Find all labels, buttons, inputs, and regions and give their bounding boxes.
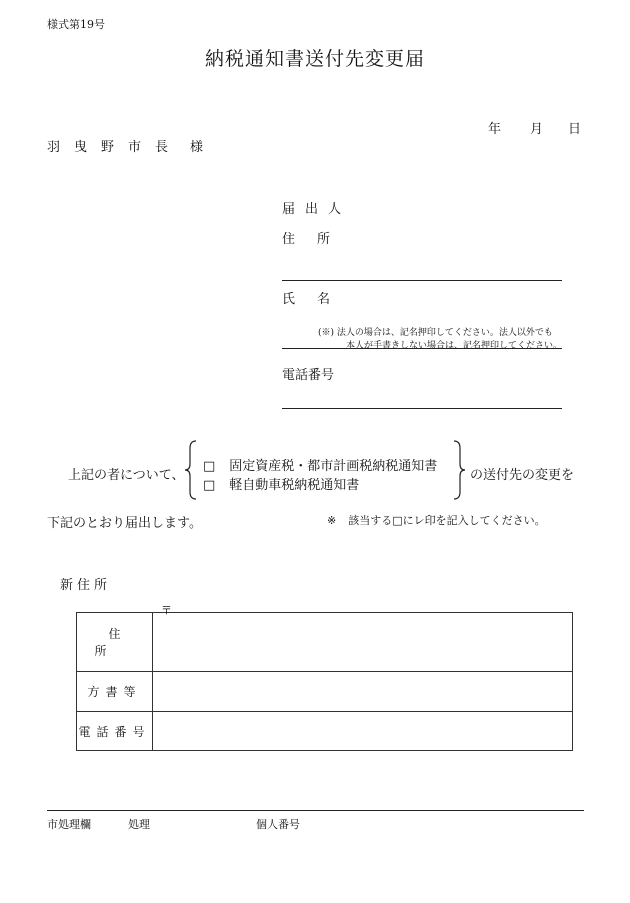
notifier-address-line[interactable] <box>282 280 562 281</box>
notifier-phone-label: 電話番号 <box>282 368 335 383</box>
seal-note <box>318 327 562 353</box>
form-number: 様式第19号 <box>47 18 105 31</box>
new-address-heading: 新住所 <box>60 578 112 593</box>
care-of-cell-label <box>77 672 153 712</box>
care-of-input-cell[interactable] <box>153 672 573 712</box>
footer-processing: 処理 <box>128 818 150 831</box>
address-row-label: 住所 <box>94 627 149 658</box>
new-address-table <box>76 604 573 751</box>
notifier-address-label <box>282 228 330 247</box>
seal-note-line1: (※) 法人の場合は、記名押印してください。法人以外でも <box>318 328 553 338</box>
date-line <box>488 118 581 137</box>
note-mark: ※ <box>327 514 337 527</box>
left-brace <box>184 440 198 504</box>
statement-tail: の送付先の変更を <box>470 468 575 483</box>
address-input-cell[interactable] <box>153 604 573 672</box>
date-day-label: 日 <box>568 122 582 137</box>
right-brace <box>452 440 466 504</box>
statement-line2: 下記のとおり届出します。 <box>47 516 202 531</box>
address-label-part1: 住 <box>282 232 296 247</box>
option-light-vehicle-tax-label: 軽自動車税納税通知書 <box>229 478 360 493</box>
table-row-care-of <box>77 672 573 712</box>
option-fixed-asset-tax-label: 固定資産税・都市計画税納税通知書 <box>229 459 438 474</box>
notifier-phone-line[interactable] <box>282 408 562 409</box>
addressee-honorific: 様 <box>190 140 204 155</box>
option-light-vehicle-tax[interactable] <box>203 474 359 493</box>
statement-lead: 上記の者について、 <box>68 468 185 483</box>
checkbox-note <box>327 512 546 528</box>
address-cell-label <box>77 613 153 672</box>
checkbox-fixed-asset-tax[interactable]: □ <box>203 459 216 474</box>
addressee <box>47 136 203 155</box>
notifier-label: 届出人 <box>282 202 352 217</box>
table-row-phone <box>77 712 573 751</box>
option-fixed-asset-tax[interactable] <box>203 455 437 474</box>
footer-personal-number: 個人番号 <box>256 818 300 831</box>
footer-divider <box>47 810 584 811</box>
seal-note-line2: 本人が手書きしない場合は、記名押印してください。 <box>346 341 563 351</box>
page-title: 納税通知書送付先変更届 <box>204 48 425 70</box>
address-label-part2: 所 <box>317 232 331 247</box>
date-month-label: 月 <box>530 122 544 137</box>
table-row-address <box>77 613 573 672</box>
addressee-name: 羽曳野市長 <box>47 140 183 155</box>
date-year-label: 年 <box>488 122 502 137</box>
name-label-part2: 名 <box>317 292 331 307</box>
postal-mark: 〒 <box>161 604 172 617</box>
name-label-part1: 氏 <box>282 292 296 307</box>
checkbox-note-text: 該当する□にレ印を記入してください。 <box>348 514 546 527</box>
care-of-row-label: 方書等 <box>87 685 142 699</box>
phone-row-label: 電話番号 <box>78 724 151 739</box>
phone-input-cell[interactable] <box>153 712 573 751</box>
notifier-name-label <box>282 288 330 307</box>
footer-office-use: 市処理欄 <box>47 818 91 831</box>
phone-cell-label <box>77 712 153 751</box>
notifier-name-line[interactable] <box>282 348 562 349</box>
checkbox-light-vehicle-tax[interactable]: □ <box>203 478 216 493</box>
